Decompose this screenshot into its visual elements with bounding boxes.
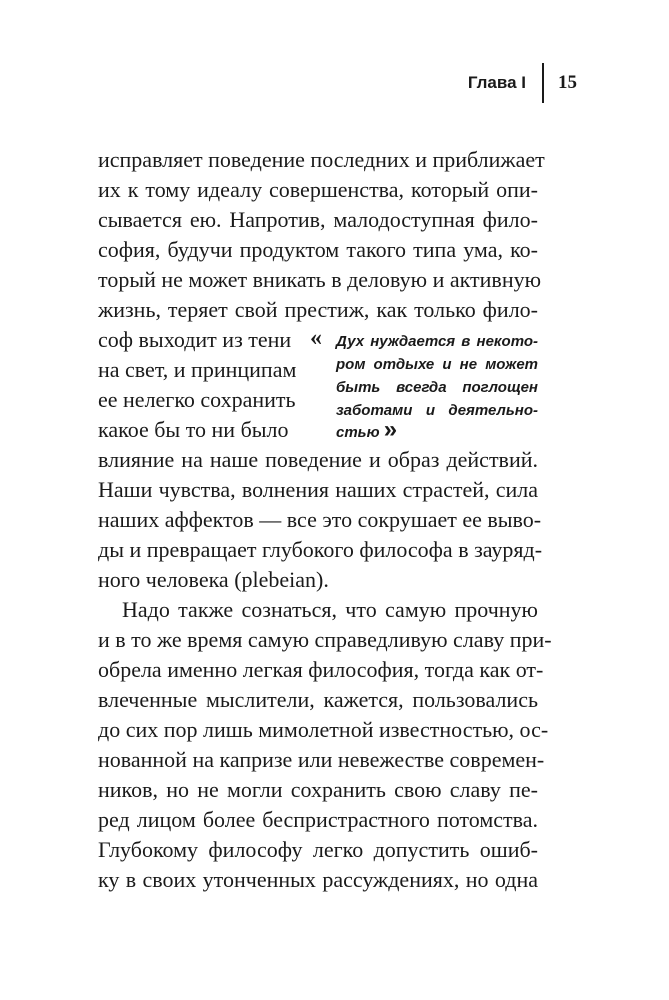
text-line: на свет, и принципам — [98, 357, 297, 382]
close-quote-mark: » — [383, 416, 398, 443]
open-quote-mark: « — [310, 325, 322, 351]
pull-quote-line: заботами и деятельно- — [336, 402, 538, 419]
text-line: их к тому идеалу совершенства, который опи- — [98, 177, 538, 202]
text-line: исправляет поведение последних и приближает — [98, 147, 545, 172]
text-line: ды и превращает глубокого философа в зауряд- — [98, 537, 543, 562]
running-header — [468, 62, 577, 104]
text-line: нованной на капризе или невежестве современ- — [98, 747, 545, 772]
pull-quote-line: быть всегда поглощен — [336, 379, 538, 396]
text-line: Глубокому философу легко допустить ошиб- — [98, 837, 538, 862]
pull-quote-line: ром отдыхе и не может — [336, 356, 538, 373]
header-divider — [542, 63, 544, 103]
text-line: софия, будучи продуктом такого типа ума, ко- — [98, 237, 538, 262]
text-line: торый не может вникать в деловую и активную — [98, 267, 542, 292]
text-line: соф выходит из тени — [98, 327, 292, 352]
pull-quote-line: стью — [336, 424, 380, 441]
page-number: 15 — [558, 72, 577, 93]
text-line: Надо также сознаться, что самую прочную — [122, 597, 538, 622]
text-line: ного человека (plebeian). — [98, 567, 329, 592]
text-line: влияние на наше поведение и образ действий. — [98, 447, 538, 472]
chapter-title: Глава I — [467, 73, 526, 92]
text-line: ред лицом более беспристрастного потомства. — [98, 807, 538, 832]
text-line: ку в своих утонченных рассуждениях, но одна — [98, 867, 538, 892]
text-line: Наши чувства, волнения наших страстей, сила — [98, 477, 538, 502]
text-line: до сих пор лишь мимолетной известностью, ос- — [98, 717, 549, 742]
text-line: ее нелегко сохранить — [98, 387, 296, 412]
text-line: и в то же время самую справедливую славу при- — [98, 627, 552, 652]
text-line: влеченные мыслители, кажется, пользовались — [98, 687, 538, 712]
text-line: наших аффектов — все это сокрушает ее выво- — [98, 507, 542, 532]
pull-quote-line: Дух нуждается в некото- — [336, 333, 538, 350]
text-line: какое бы то ни было — [98, 417, 289, 442]
pull-quote-last-line — [336, 418, 538, 441]
text-line: обрела именно легкая философия, тогда как от- — [98, 657, 544, 682]
text-line: ников, но не могли сохранить свою славу пе- — [98, 777, 538, 802]
text-line: сывается ею. Напротив, малодоступная фило- — [98, 207, 538, 232]
text-line: жизнь, теряет свой престиж, как только фило- — [98, 297, 538, 322]
